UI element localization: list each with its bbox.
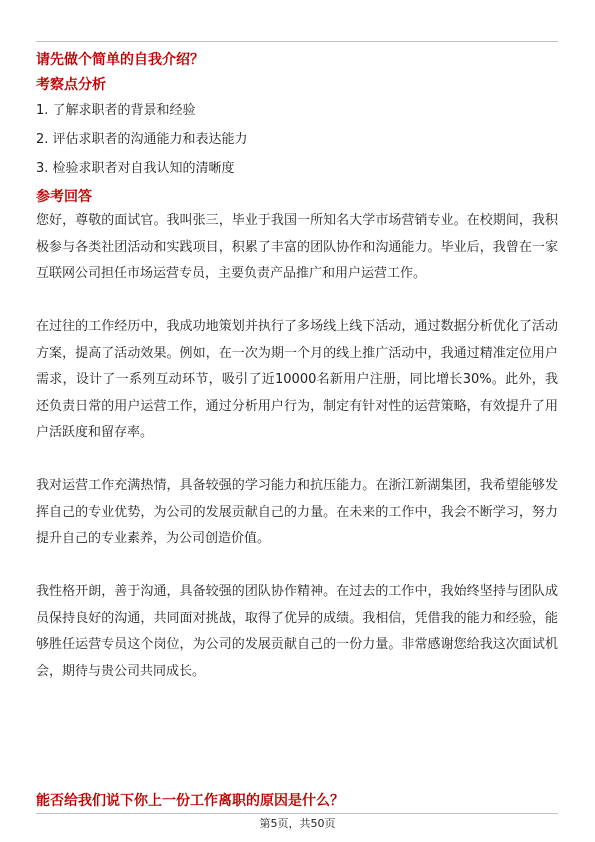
bottom-divider: [36, 813, 558, 814]
question-title: 请先做个简单的自我介绍？: [36, 52, 204, 68]
answer-paragraph: 您好，尊敬的面试官。我叫张三，毕业于我国一所知名大学市场营销专业。在校期间，我积极参与各类社团活动和实践项目，积累了丰富的团队协作和沟通能力。毕业后，我曾在一家互联网公司担任市场运营专员，主要负责产品推广和用户运营工作。: [36, 213, 558, 281]
page-content: [36, 49, 558, 685]
answer-paragraph: 在过往的工作经历中，我成功地策划并执行了多场线上线下活动，通过数据分析优化了活动方案，提高了活动效果。例如，在一次为期一个月的线上推广活动中，我通过精准定位用户需求，设计了一系列互动环节，吸引了近10000名新用户注册，同比增长30%。此外，我还负责日常的用户运营工作，通过分析用户行为，制定有针对性的运营策略，有效提升了用户活跃度和留存率。: [36, 319, 558, 440]
answer-paragraph: 我性格开朗，善于沟通，具备较强的团队协作精神。在过去的工作中，我始终坚持与团队成员保持良好的沟通，共同面对挑战，取得了优异的成绩。我相信，凭借我的能力和经验，能够胜任运营专员这个岗位，为公司的发展贡献自己的一份力量。非常感谢您给我这次面试机会，期待与贵公司共同成长。: [36, 584, 558, 679]
answer-heading: 参考回答: [36, 189, 92, 205]
analysis-item: 1. 了解求职者的背景和经验: [36, 103, 196, 118]
analysis-item: 2. 评估求职者的沟通能力和表达能力: [36, 132, 248, 147]
analysis-heading: 考察点分析: [36, 77, 106, 93]
page-number: 第5页，共50页: [259, 817, 336, 830]
top-divider: [36, 41, 558, 42]
analysis-item: 3. 检验求职者对自我认知的清晰度: [36, 161, 235, 176]
answer-paragraph: 我对运营工作充满热情，具备较强的学习能力和抗压能力。在浙江新湖集团，我希望能够发挥自己的专业优势，为公司的发展贡献自己的力量。在未来的工作中，我会不断学习，努力提升自己的专业素养，为公司创造价值。: [36, 478, 558, 546]
next-question-title: 能否给我们说下你上一份工作离职的原因是什么？: [36, 793, 344, 809]
